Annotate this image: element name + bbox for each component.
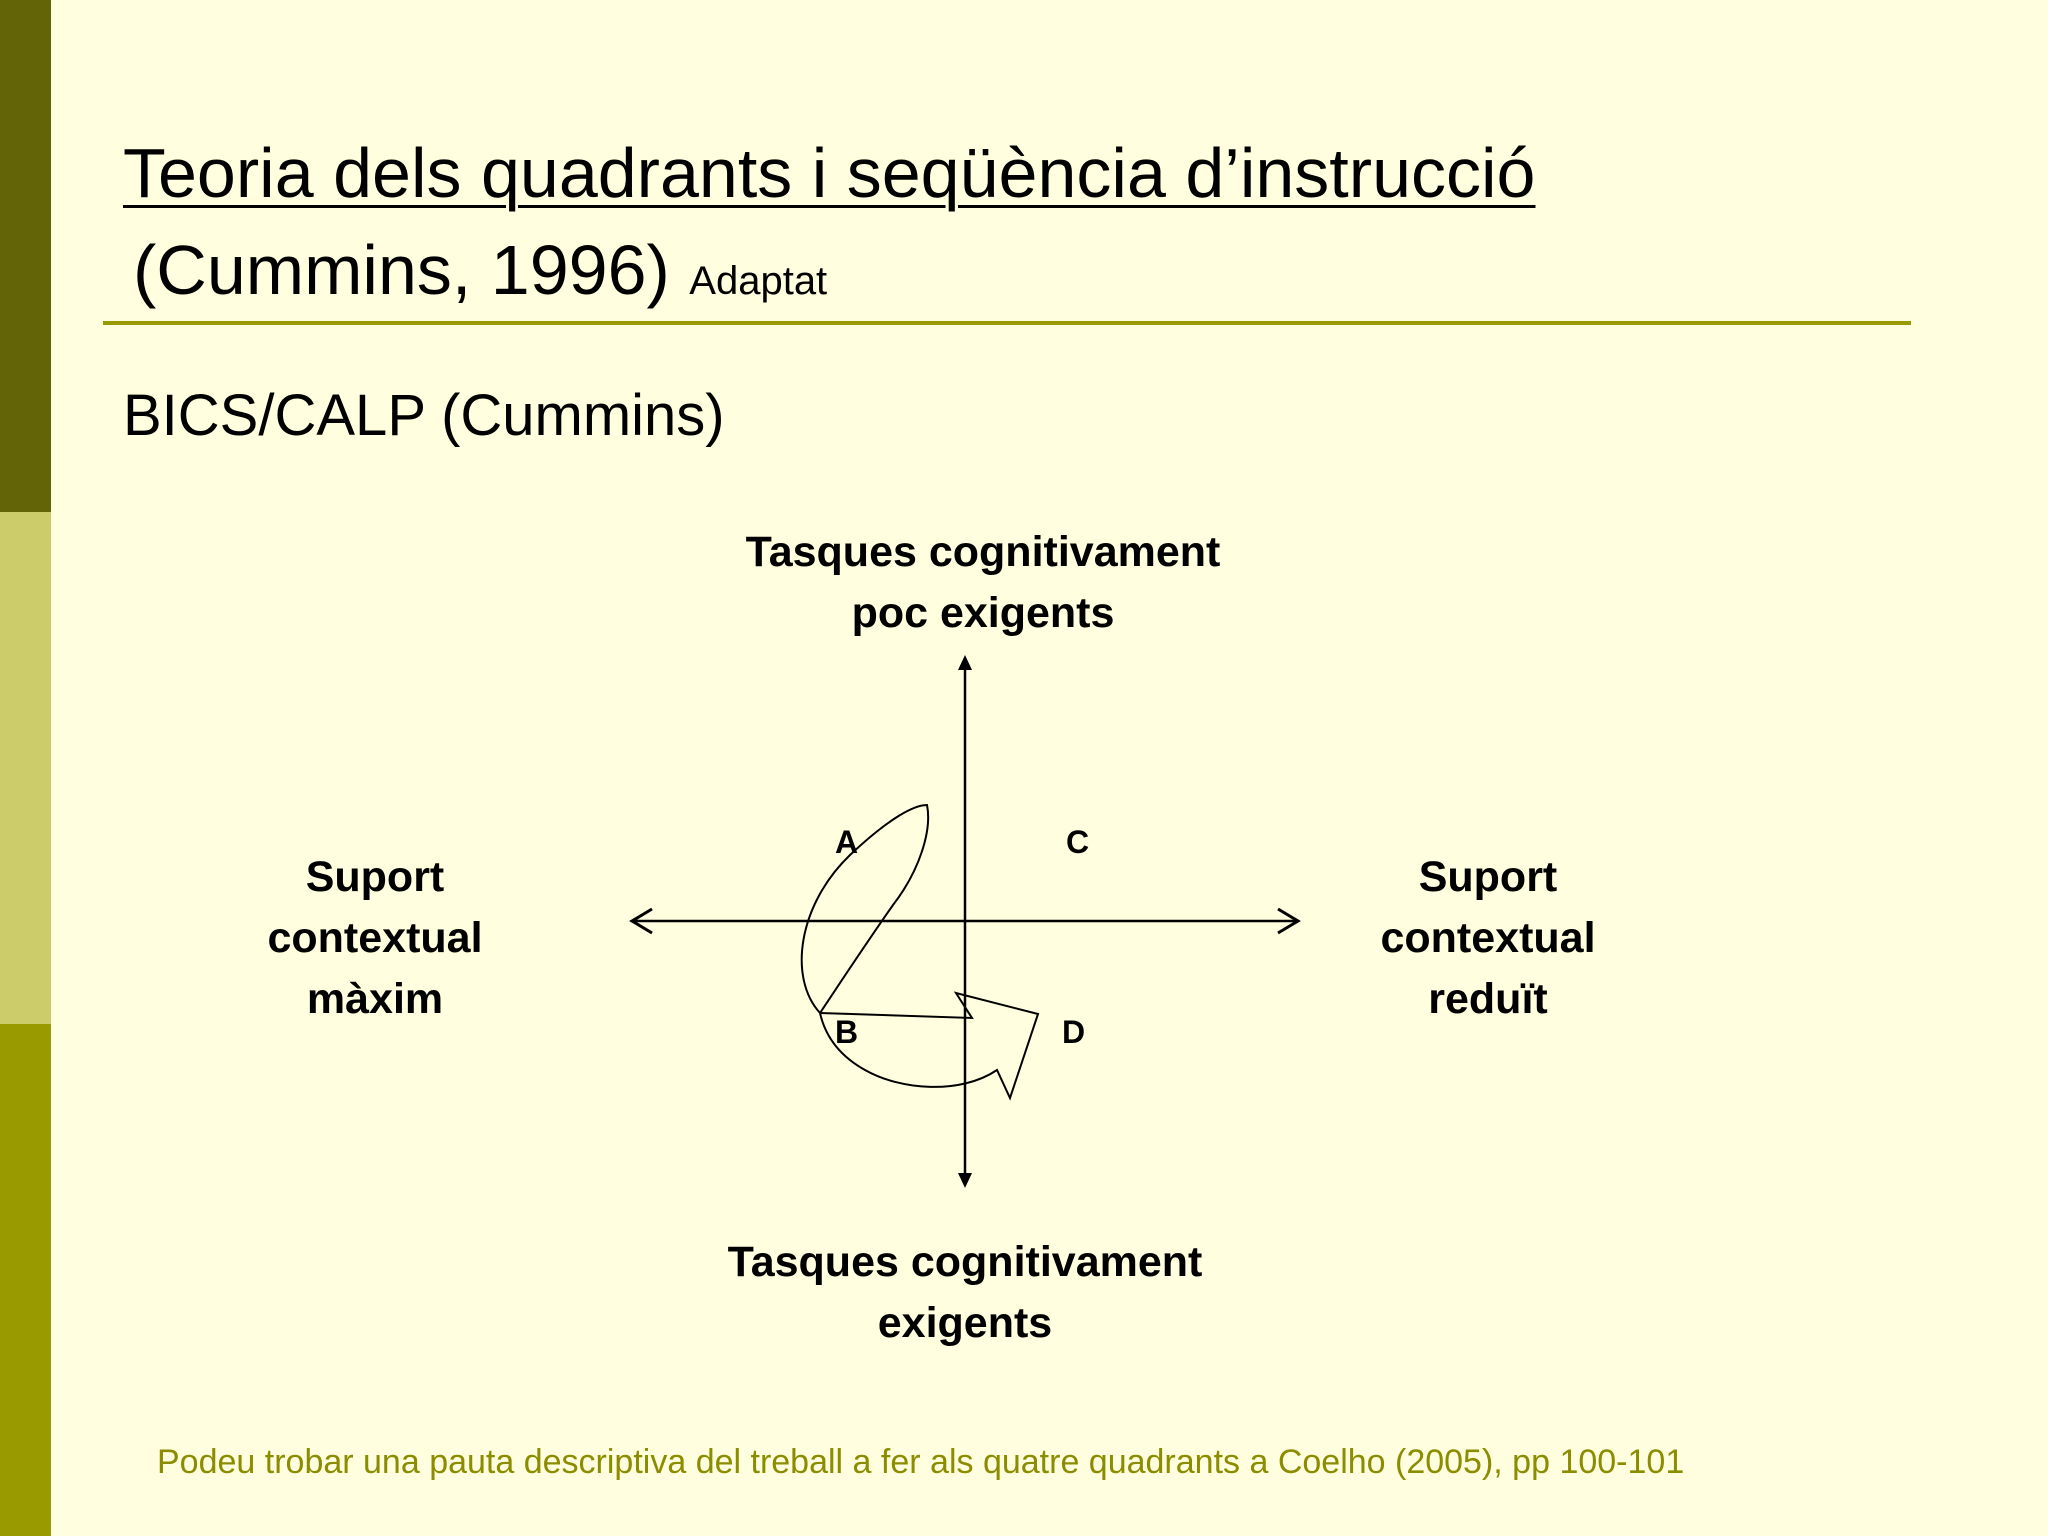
label-right-line3: reduït <box>1428 975 1548 1023</box>
label-high-cognitive-demand <box>665 1232 1265 1354</box>
sequence-loop-a-b <box>802 805 928 1013</box>
quadrant-d-label: D <box>1062 1014 1086 1050</box>
quadrant-c-label: C <box>1066 824 1090 860</box>
label-max-context <box>225 847 525 1030</box>
quadrant-b-label: B <box>835 1014 859 1050</box>
quadrant-a-label: A <box>835 824 859 860</box>
label-bottom-line1: Tasques cognitivament <box>727 1238 1203 1286</box>
axis-arrow-down <box>958 1173 972 1188</box>
slide-subtitle: BICS/CALP (Cummins) <box>123 383 725 448</box>
slide-title: Teoria dels quadrants i seqüència d’instrucció <box>123 134 1536 212</box>
label-low-cognitive-demand <box>683 522 1283 644</box>
label-top-line1: Tasques cognitivament <box>745 528 1221 576</box>
label-bottom-line2: exigents <box>877 1299 1053 1347</box>
label-left-line3: màxim <box>306 975 444 1023</box>
label-right-line2: contextual <box>1380 914 1596 962</box>
label-top-line2: poc exigents <box>851 589 1115 637</box>
label-left-line1: Suport <box>305 853 445 901</box>
reference-note: Podeu trobar una pauta descriptiva del treball a fer als quatre quadrants a Coelho (2005), pp 100-101 <box>157 1443 1685 1481</box>
label-left-line2: contextual <box>267 914 483 962</box>
axis-arrow-up <box>958 655 972 670</box>
citation-text: (Cummins, 1996) <box>133 231 670 309</box>
label-reduced-context <box>1338 847 1638 1030</box>
adapted-note: Adaptat <box>689 259 828 303</box>
label-right-line1: Suport <box>1418 853 1558 901</box>
